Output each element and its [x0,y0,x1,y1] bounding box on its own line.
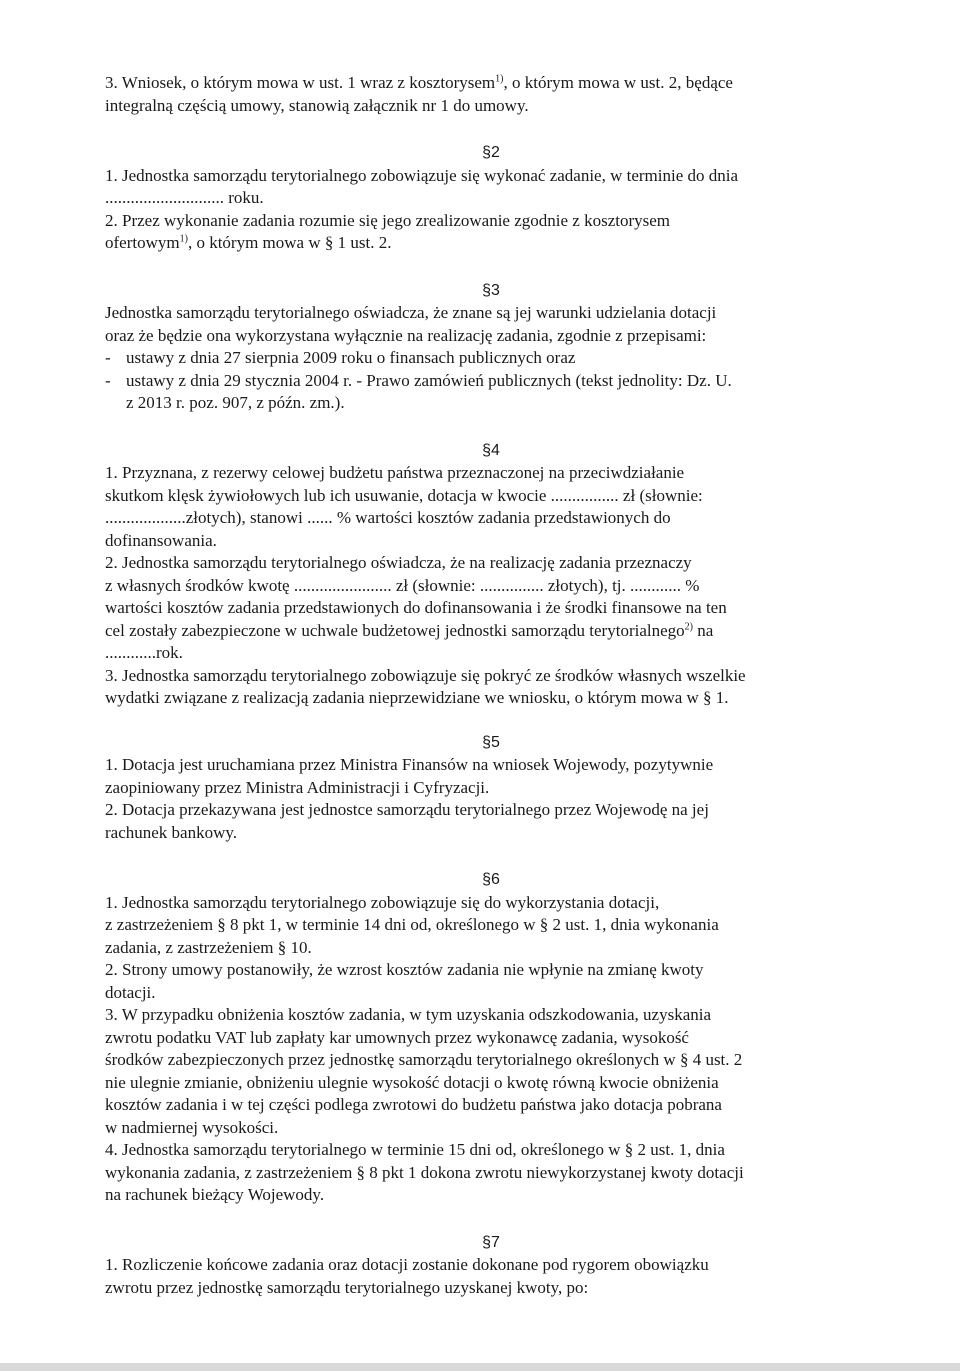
text-line: 3. W przypadku obniżenia kosztów zadania, w tym uzyskania odszkodowania, uzyskania [105,1005,712,1024]
text-line: 3. Wniosek, o którym mowa w ust. 1 wraz z kosztorysem [105,73,496,92]
text-line: w nadmiernej wysokości. [105,1117,279,1137]
text-line: dofinansowania. [105,530,217,550]
section-6-point-4 [105,1139,847,1207]
text-line: dotacji. [105,982,156,1002]
footnote-ref: 1) [179,233,188,245]
text-line: wykonania zadania, z zastrzeżeniem § 8 pkt 1 dokona zwrotu niewykorzystanej kwoty dotacji [105,1162,744,1182]
footnote-ref: 1) [495,73,504,85]
text-line: na rachunek bieżący Wojewody. [105,1185,325,1204]
section-2-point-2 [105,210,847,255]
text-line: wartości kosztów zadania przedstawionych do dofinansowania i że środki finansowe na ten [105,598,727,617]
section-3-heading: §3 [482,281,500,299]
text-line: Jednostka samorządu terytorialnego oświadcza, że znane są jej warunki udzielania dotacji [105,303,717,322]
text-line: kosztów zadania i w tej części podlega zwrotowi do budżetu państwa jako dotacja pobrana [105,1095,722,1114]
text-line: 2. Dotacja przekazywana jest jednostce samorządu terytorialnego przez Wojewodę na jej [105,800,709,819]
section-2-point-1 [105,165,847,210]
text-line: zwrotu podatku VAT lub zapłaty kar umownych przez wykonawcę zadania, wysokość [105,1027,689,1047]
text-line: ............rok. [105,643,183,662]
text-line: 1. Rozliczenie końcowe zadania oraz dotacji zostanie dokonane pod rygorem obowiązku [105,1255,709,1274]
section-7-point-1 [105,1254,847,1299]
section-3-list-item-2 [105,370,847,415]
text-line: integralną częścią umowy, stanowią załącznik nr 1 do umowy. [105,95,529,115]
footnote-ref: 2) [684,620,693,632]
scan-bottom-edge [0,1363,960,1371]
text-line: 1. Przyznana, z rezerwy celowej budżetu państwa przeznaczonej na przeciwdziałanie [105,463,685,482]
section-6-point-2 [105,959,847,1004]
text-line: oraz że będzie ona wykorzystana wyłącznie na realizację zadania, zgodnie z przepisami: [105,325,707,345]
text-line: ofertowym [105,233,180,252]
text-line: nie ulegnie zmianie, obniżeniu ulegnie wysokość dotacji o kwotę równą kwocie obniżenia [105,1072,719,1092]
section-3-list-item-1 [105,347,847,370]
text-line: 4. Jednostka samorządu terytorialnego w terminie 15 dni od, określonego w § 2 ust. 1, dnia [105,1140,725,1159]
text-line: zaopiniowany przez Ministra Administracji i Cyfryzacji. [105,777,490,797]
text-line: zadania, z zastrzeżeniem § 10. [105,937,312,957]
text-line: z zastrzeżeniem § 8 pkt 1, w terminie 14 dni od, określonego w § 2 ust. 1, dnia wykonania [105,915,719,934]
text-line: na [693,620,714,640]
text-line: 3. Jednostka samorządu terytorialnego zobowiązuje się pokryć ze środków własnych wszelkie [105,665,746,685]
list-dash: - [105,370,111,390]
text-line: rachunek bankowy. [105,822,238,842]
text-line: 2. Strony umowy postanowiły, że wzrost kosztów zadania nie wpłynie na zmianę kwoty [105,960,704,979]
section-4-point-3 [105,665,847,710]
text-line: skutkom klęsk żywiołowych lub ich usuwanie, dotacja w kwocie ................ zł (słownie: [105,485,703,505]
text-line: z 2013 r. poz. 907, z późn. zm.). [126,393,345,412]
text-line: ...................złotych), stanowi ...... % wartości kosztów zadania przedstawionych do [105,508,671,527]
text-line: 1. Jednostka samorządu terytorialnego zobowiązuje się do wykorzystania dotacji, [105,892,660,912]
text-line: środków zabezpieczonych przez jednostkę samorządu terytorialnego określonych w § 4 ust. 2 [105,1050,743,1069]
section-5-point-2 [105,799,847,844]
section-4-heading: §4 [482,441,500,459]
section-6-point-3 [105,1004,847,1139]
section-6-heading: §6 [482,871,500,888]
section-4-point-1 [105,462,847,552]
text-line: 2. Przez wykonanie zadania rozumie się jego zrealizowanie zgodnie z kosztorysem [105,210,671,230]
paragraph-item-3 [105,72,847,117]
section-6-point-1 [105,892,847,960]
section-7-heading: §7 [482,1233,500,1251]
list-text: ustawy z dnia 27 sierpnia 2009 roku o finansach publicznych oraz [126,348,576,367]
text-line: z własnych środków kwotę ....................... zł (słownie: ............... złotych), tj. ............ % [105,575,700,595]
section-5-heading: §5 [482,733,500,751]
section-4-point-2 [105,552,847,665]
section-3-intro [105,302,847,347]
list-dash: - [105,348,111,367]
text-line: 1. Dotacja jest uruchamiana przez Ministra Finansów na wniosek Wojewody, pozytywnie [105,755,714,774]
list-text [126,370,847,415]
text-line: cel zostały zabezpieczone w uchwale budżetowej jednostki samorządu terytorialnego [105,620,685,640]
text-line: 2. Jednostka samorządu terytorialnego oświadcza, że na realizację zadania przeznaczy [105,553,692,572]
section-5-point-1 [105,754,847,799]
text-line: ustawy z dnia 29 stycznia 2004 r. - Prawo zamówień publicznych (tekst jednolity: Dz. U. [126,370,732,390]
text-line: ............................ roku. [105,188,264,207]
text-line: zwrotu przez jednostkę samorządu terytorialnego uzyskanej kwoty, po: [105,1277,589,1297]
text-line: , o którym mowa w § 1 ust. 2. [187,233,392,252]
document-body [105,72,847,1299]
text-line: wydatki związane z realizacją zadania nieprzewidziane we wniosku, o którym mowa w § 1. [105,688,729,707]
text-line: , o którym mowa w ust. 2, będące [503,73,733,92]
text-line: 1. Jednostka samorządu terytorialnego zobowiązuje się wykonać zadanie, w terminie do dnia [105,165,739,185]
section-2-heading: §2 [482,144,500,161]
